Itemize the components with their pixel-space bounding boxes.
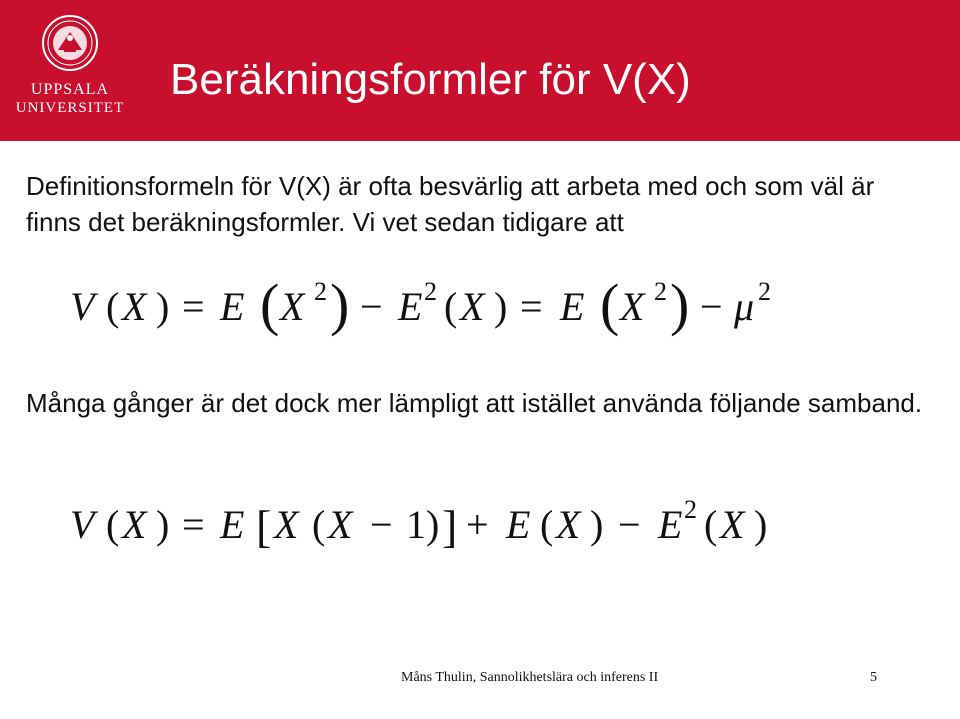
svg-text:=: =: [182, 502, 205, 547]
paragraph-alternative: Många gånger är det dock mer lämpligt att istället använda följande samband.: [26, 388, 923, 418]
svg-text:(: (: [444, 284, 458, 329]
svg-text:2: 2: [758, 277, 771, 306]
svg-text:(: (: [312, 502, 326, 547]
svg-text:=: =: [520, 284, 543, 329]
svg-text:): ): [426, 502, 440, 547]
svg-text:(: (: [540, 502, 554, 547]
svg-text:μ: μ: [734, 284, 755, 329]
university-seal-icon: [14, 10, 126, 80]
page-title: Beräkningsformler för V(X): [170, 55, 691, 104]
svg-text:X: X: [122, 284, 147, 329]
university-logo: [14, 10, 126, 120]
formula-2-svg: [70, 490, 870, 570]
svg-text:−: −: [360, 284, 383, 329]
footer-author-course: Måns Thulin, Sannolikhetslära och inferens II: [401, 670, 659, 685]
svg-text:E: E: [560, 284, 585, 329]
svg-text:X: X: [280, 284, 305, 329]
svg-text:2: 2: [424, 277, 437, 306]
svg-text:E: E: [506, 502, 531, 547]
svg-text:(: (: [600, 272, 620, 337]
slide-header: [0, 0, 960, 141]
page-number: 5: [870, 670, 877, 685]
svg-text:−: −: [700, 284, 723, 329]
svg-text:): ): [330, 272, 350, 337]
svg-text:X: X: [556, 502, 581, 547]
svg-text:2: 2: [654, 277, 667, 306]
svg-text:): ): [754, 502, 768, 547]
svg-text:): ): [494, 284, 508, 329]
svg-text:X: X: [328, 502, 353, 547]
formula-variance-1: [70, 272, 870, 352]
svg-text:X: X: [460, 284, 485, 329]
svg-text:(: (: [106, 284, 120, 329]
svg-text:): ): [156, 284, 170, 329]
svg-text:−: −: [370, 502, 393, 547]
formula-variance-2: [70, 490, 870, 570]
svg-text:E: E: [220, 284, 245, 329]
svg-text:V: V: [70, 284, 95, 329]
svg-text:1: 1: [406, 502, 426, 547]
svg-text:X: X: [720, 502, 745, 547]
svg-text:X: X: [274, 502, 299, 547]
svg-text:(: (: [704, 502, 718, 547]
svg-text:[: [: [256, 501, 272, 552]
svg-text:E: E: [658, 502, 683, 547]
slide-footer: [0, 666, 960, 690]
paragraph-definition: Definitionsformeln för V(X) är ofta besvärlig att arbeta med och som väl är finns det beräkningsformler. Vi vet sedan tidigare att: [26, 171, 875, 237]
svg-text:E: E: [398, 284, 423, 329]
svg-text:(: (: [260, 272, 280, 337]
svg-text:E: E: [220, 502, 245, 547]
svg-text:2: 2: [684, 495, 697, 524]
svg-text:X: X: [620, 284, 645, 329]
svg-text:(: (: [106, 502, 120, 547]
svg-text:2: 2: [314, 277, 327, 306]
svg-text:=: =: [182, 284, 205, 329]
logo-line-uppsala: UPPSALA: [30, 81, 110, 98]
svg-text:): ): [156, 502, 170, 547]
svg-text:X: X: [122, 502, 147, 547]
logo-line-universitet: UNIVERSITET: [15, 100, 125, 116]
svg-text:+: +: [466, 502, 489, 547]
svg-text:V: V: [70, 502, 95, 547]
svg-text:]: ]: [442, 501, 458, 552]
svg-text:−: −: [618, 502, 641, 547]
svg-text:): ): [590, 502, 604, 547]
formula-1-svg: [70, 272, 870, 352]
svg-text:): ): [670, 272, 690, 337]
